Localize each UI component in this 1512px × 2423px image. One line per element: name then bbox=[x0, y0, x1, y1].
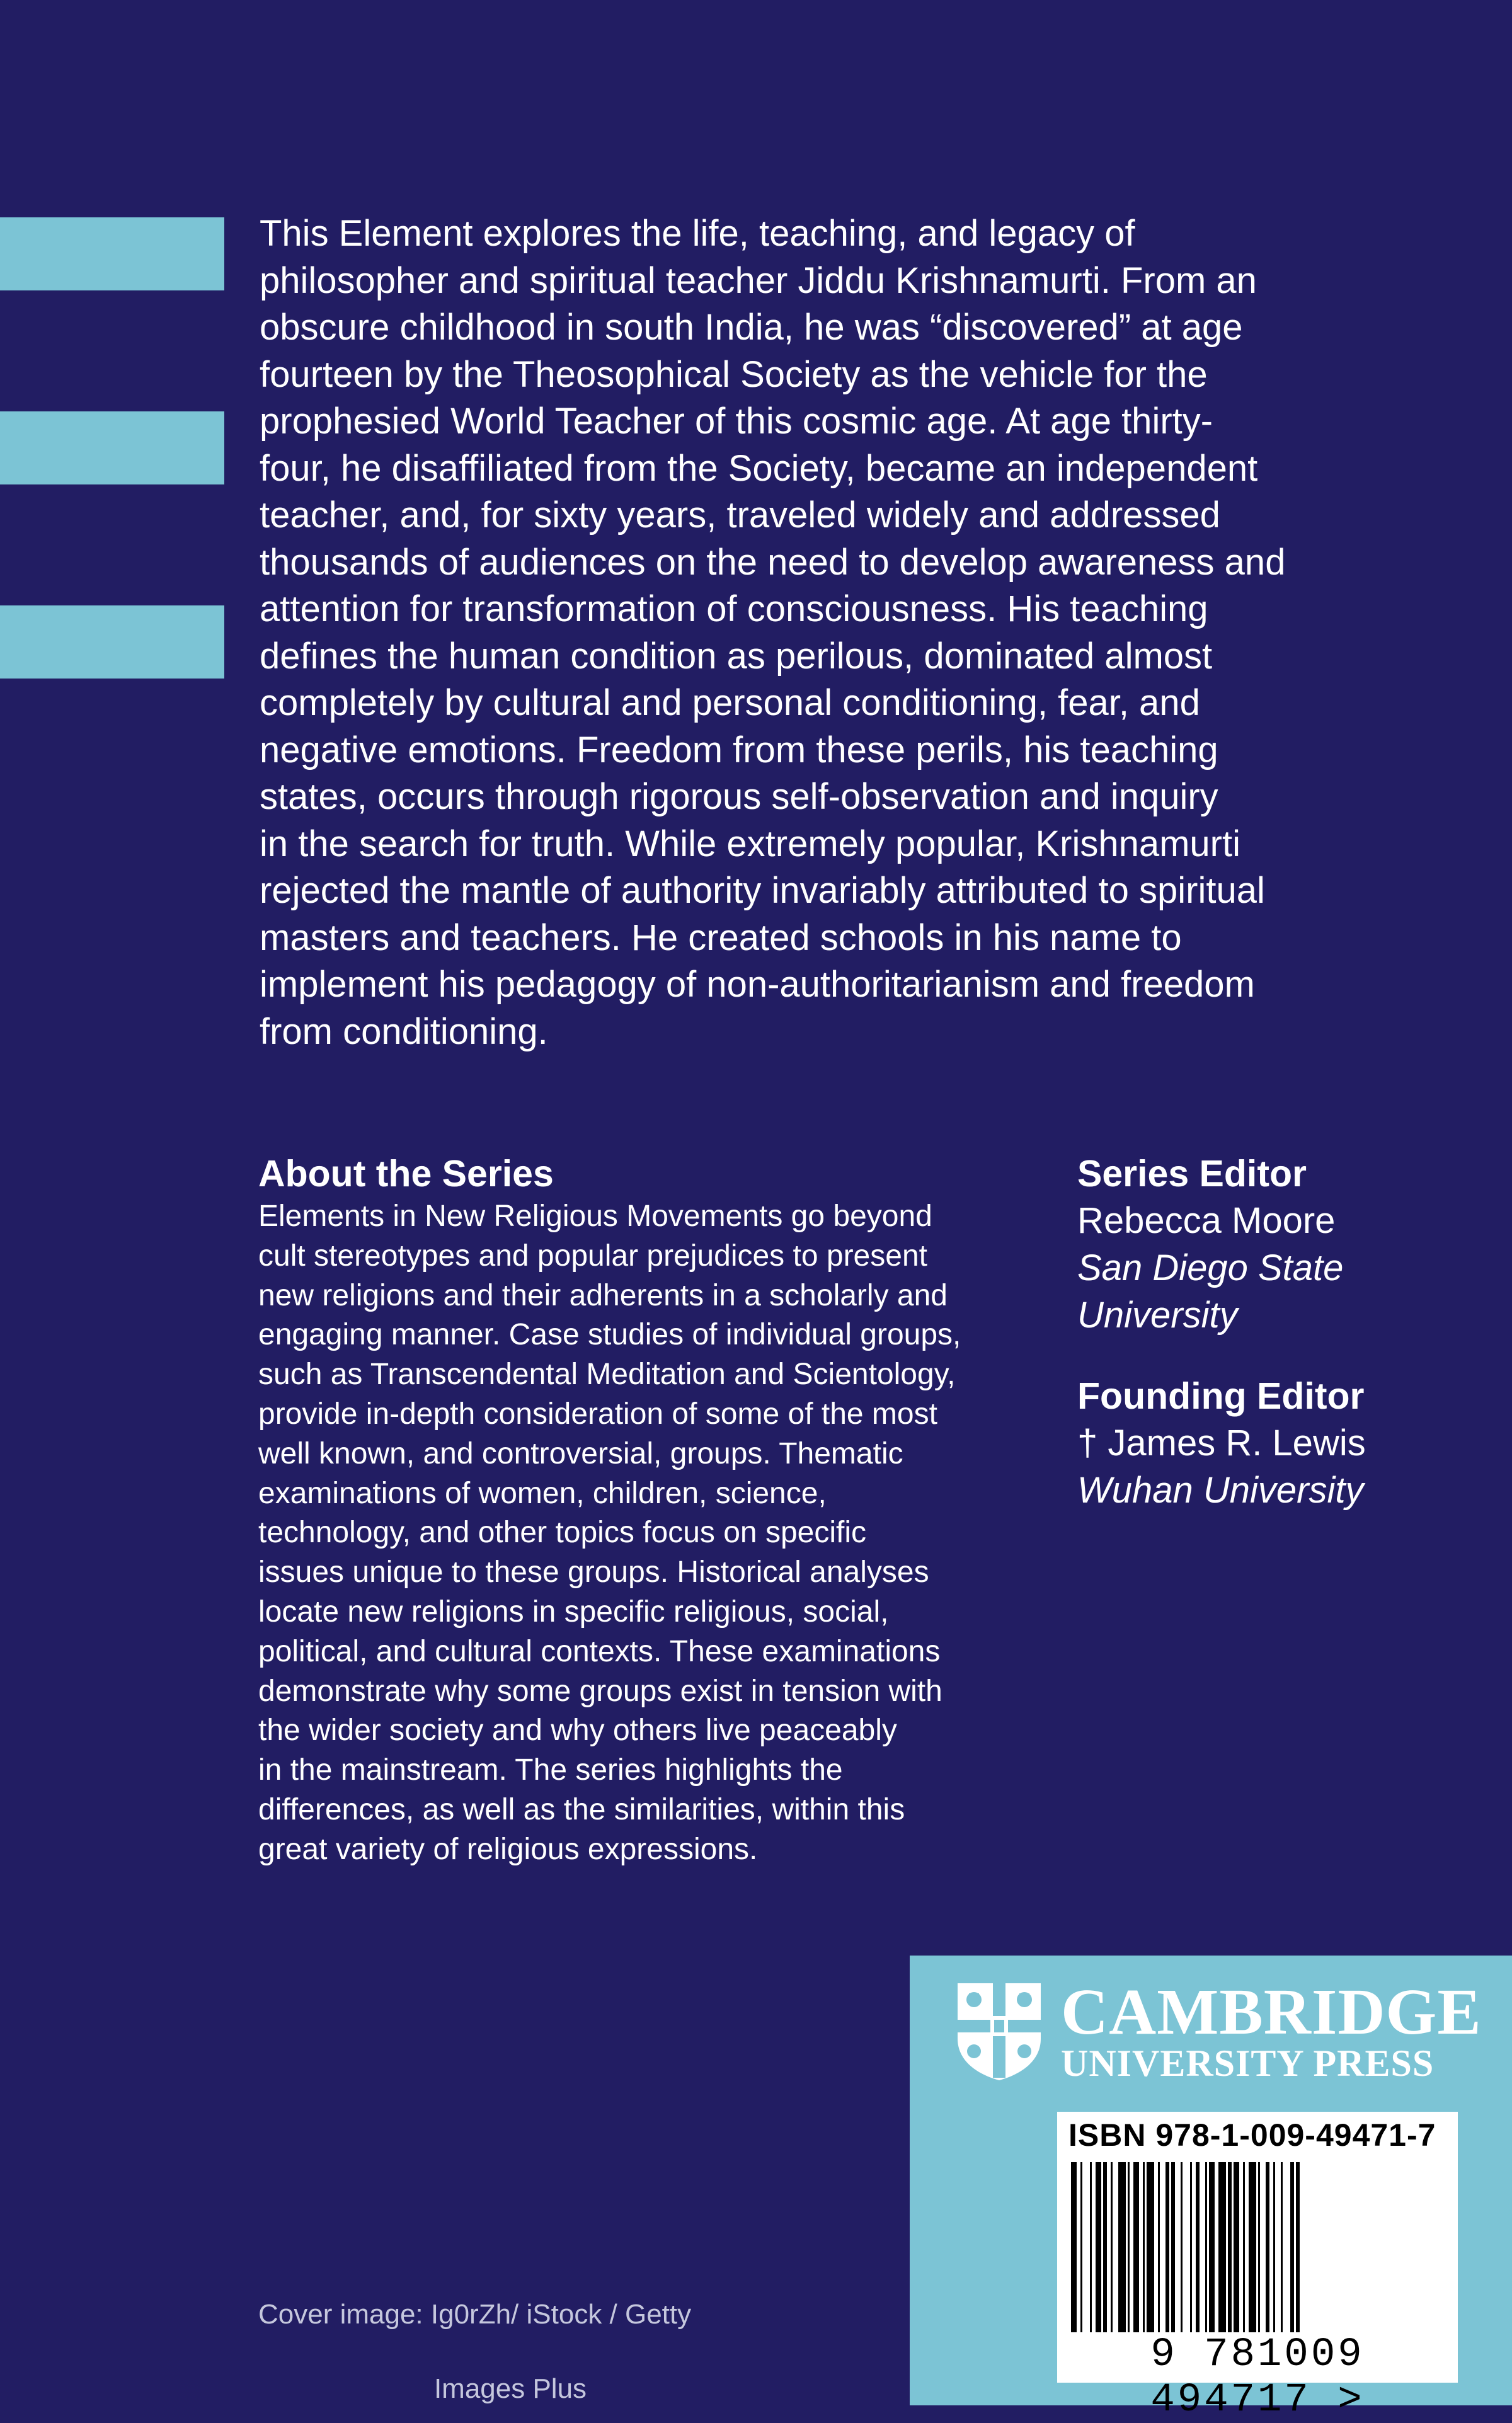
barcode-bar bbox=[1296, 2162, 1300, 2332]
founding-editor-name: † James R. Lewis bbox=[1077, 1423, 1366, 1464]
barcode-bar bbox=[1273, 2162, 1275, 2332]
barcode-bar bbox=[1166, 2162, 1169, 2332]
cover-image-credit bbox=[258, 2259, 762, 2407]
barcode-bar bbox=[1258, 2162, 1260, 2332]
barcode-bar bbox=[1071, 2162, 1077, 2332]
barcode-image bbox=[1068, 2162, 1446, 2332]
cambridge-shield-icon bbox=[955, 1981, 1043, 2082]
publisher-panel bbox=[910, 1956, 1512, 2423]
barcode-bar bbox=[1143, 2162, 1145, 2332]
barcode-bar bbox=[1147, 2162, 1154, 2332]
barcode-bar bbox=[1171, 2162, 1175, 2332]
barcode-bar bbox=[1090, 2162, 1092, 2332]
editors-section bbox=[1077, 1150, 1480, 1514]
founding-editor-heading: Founding Editor bbox=[1077, 1375, 1365, 1417]
series-editor-affiliation: San Diego State University bbox=[1077, 1247, 1344, 1336]
barcode-bar bbox=[1196, 2162, 1200, 2332]
barcode-bar bbox=[1158, 2162, 1160, 2332]
barcode-bar bbox=[1281, 2162, 1283, 2332]
publisher-name-line-2: UNIVERSITY PRESS bbox=[1061, 2042, 1435, 2084]
accent-bar-3 bbox=[0, 605, 224, 679]
barcode-bar bbox=[1209, 2162, 1215, 2332]
about-series-text: Elements in New Religious Movements go beyond cult stereotypes and popular prejudices to present new religions and their adherents in a scholarly and engaging manner. Case studies of individual groups, such as Transcendental Meditation and Scientology, provide in-depth consideration of some of the most well known, and controversial, groups. Thematic examinations of women, children, science, technology, and other topics focus on specific issues unique to these groups. Historical analyses locate new religions in specific religious, social, political, and cultural contexts. These examinations demonstrate why some groups exist in tension with the wider society and why others live peaceably in the mainstream. The series highlights the differences, as well as the similarities, within this great variety of religious expressions. bbox=[258, 1200, 961, 1866]
publisher-name-line-1: CAMBRIDGE bbox=[1061, 1976, 1482, 2048]
barcode-bar bbox=[1128, 2162, 1130, 2332]
founding-editor-affiliation: Wuhan University bbox=[1077, 1470, 1364, 1511]
barcode-bar bbox=[1290, 2162, 1294, 2332]
isbn-barcode-box bbox=[1057, 2112, 1458, 2423]
isbn-label: ISBN 978-1-009-49471-7 bbox=[1068, 2117, 1436, 2153]
accent-bar-2 bbox=[0, 411, 224, 484]
barcode-bar bbox=[1243, 2162, 1245, 2332]
series-editor-name: Rebecca Moore bbox=[1077, 1200, 1336, 1241]
about-series-heading: About the Series bbox=[258, 1153, 554, 1194]
series-editor-heading: Series Editor bbox=[1077, 1153, 1307, 1194]
barcode-bar bbox=[1228, 2162, 1232, 2332]
barcode-bar bbox=[1080, 2162, 1082, 2332]
barcode-bar bbox=[1111, 2162, 1113, 2332]
barcode-bar bbox=[1118, 2162, 1126, 2332]
barcode-bar bbox=[1103, 2162, 1107, 2332]
book-description: This Element explores the life, teaching, and legacy of philosopher and spiritual teacher Jiddu Krishnamurti. From an obscure childhood in south India, he was “discovered” at age fourteen by the Theosophical Society as the vehicle for the prophesied World Teacher of this cosmic age. At age thirty- four, he disaffiliated from the Society, became an independent teacher, and, for sixty years, traveled widely and addressed thousands of audiences on the need to develop awareness and attention for transformation of consciousness. His teaching defines the human condition as perilous, dominated almost completely by cultural and personal conditioning, fear, and negative emotions. Freedom from these perils, his teaching states, occurs through rigorous self-observation and inquiry in the search for truth. While extremely popular, Krishnamurti rejected the mantle of authority invariably attributed to spiritual masters and teachers. He created schools in his name to implement his pedagogy of non-authoritarianism and freedom from conditioning. bbox=[260, 213, 1286, 1052]
barcode-bar bbox=[1096, 2162, 1101, 2332]
barcode-bar bbox=[1266, 2162, 1269, 2332]
barcode-digits: 9 781009 494717 > bbox=[1150, 2332, 1365, 2423]
barcode-bar bbox=[1218, 2162, 1226, 2332]
barcode-bar bbox=[1181, 2162, 1183, 2332]
about-series-section bbox=[258, 1150, 1046, 1870]
cover-credit-line-2: Images Plus bbox=[433, 2373, 587, 2404]
barcode-bar bbox=[1205, 2162, 1207, 2332]
barcode-bar bbox=[1249, 2162, 1256, 2332]
accent-bar-1 bbox=[0, 217, 224, 290]
barcode-bar bbox=[1133, 2162, 1139, 2332]
cover-credit-line-1: Cover image: Ig0rZh/ iStock / Getty bbox=[258, 2299, 692, 2330]
barcode-bar bbox=[1234, 2162, 1239, 2332]
barcode-bar bbox=[1190, 2162, 1192, 2332]
publisher-name bbox=[1061, 1976, 1482, 2084]
